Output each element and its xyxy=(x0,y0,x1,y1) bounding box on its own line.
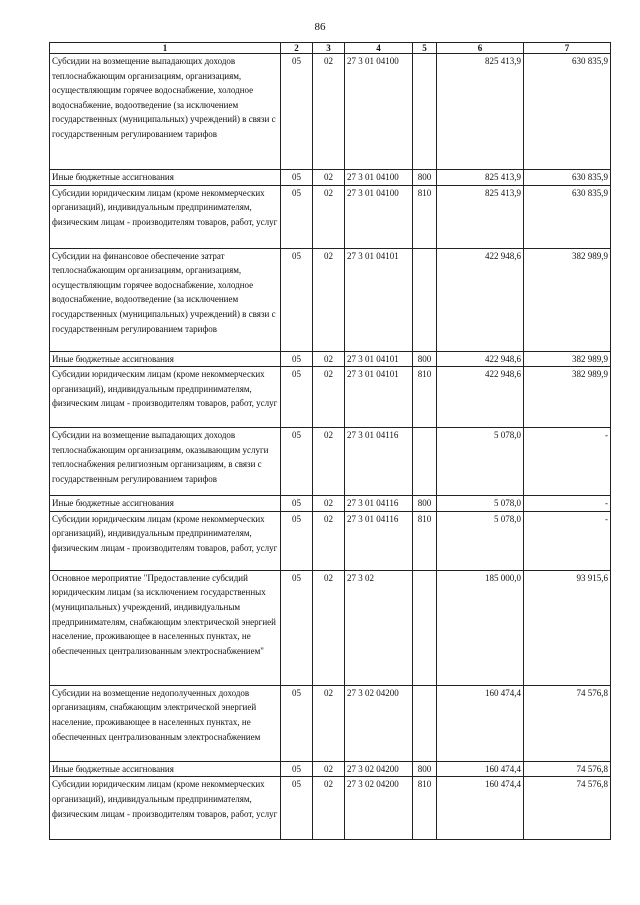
target-article-code: 27 3 02 04200 xyxy=(345,761,413,777)
column-header: 5 xyxy=(413,43,437,54)
expense-type-code: 810 xyxy=(413,777,437,840)
target-article-code: 27 3 01 04100 xyxy=(345,54,413,170)
table-row xyxy=(50,351,611,367)
subsection-code: 02 xyxy=(313,170,345,186)
amount-second-year: 382 989,9 xyxy=(524,248,611,351)
target-article-code: 27 3 01 04101 xyxy=(345,248,413,351)
section-code: 05 xyxy=(281,496,313,512)
subsection-code: 02 xyxy=(313,777,345,840)
expense-type-code: 800 xyxy=(413,496,437,512)
amount-second-year: - xyxy=(524,496,611,512)
target-article-code: 27 3 01 04101 xyxy=(345,367,413,428)
section-code: 05 xyxy=(281,761,313,777)
item-name: Иные бюджетные ассигнования xyxy=(50,496,281,512)
table-row xyxy=(50,170,611,186)
section-code: 05 xyxy=(281,570,313,685)
item-name: Субсидии на финансовое обеспечение затрат теплоснабжающим организациям, организациям, осуществляющим горячее водоснабжение, холодное водоснабжение, водоотведение (за исключением государственных (муниципальных) учреждений) в связи с государственным регулированием тарифов xyxy=(50,248,281,351)
page-number: 86 xyxy=(314,21,326,33)
section-code: 05 xyxy=(281,248,313,351)
amount-first-year: 160 474,4 xyxy=(437,761,524,777)
amount-second-year: 74 576,8 xyxy=(524,777,611,840)
subsection-code: 02 xyxy=(313,185,345,248)
amount-first-year: 160 474,4 xyxy=(437,685,524,761)
expense-type-code: 800 xyxy=(413,761,437,777)
table-row xyxy=(50,367,611,428)
subsection-code: 02 xyxy=(313,570,345,685)
item-name: Субсидии юридическим лицам (кроме некоммерческих организаций), индивидуальным предпринимателям, физическим лицам - производителям товаров, работ, услуг xyxy=(50,777,281,840)
expense-type-code: 810 xyxy=(413,367,437,428)
item-name: Основное мероприятие "Предоставление субсидий юридическим лицам (за исключением государственных (муниципальных) учреждений, индивидуальным предпринимателям, снабжающим электрической энергией население, проживающее в населенных пунктах, не обеспеченных централизованным электроснабжением" xyxy=(50,570,281,685)
expense-type-code: 810 xyxy=(413,185,437,248)
amount-first-year: 422 948,6 xyxy=(437,351,524,367)
subsection-code: 02 xyxy=(313,54,345,170)
amount-first-year: 825 413,9 xyxy=(437,54,524,170)
column-header: 1 xyxy=(50,43,281,54)
item-name: Иные бюджетные ассигнования xyxy=(50,351,281,367)
amount-second-year: 93 915,6 xyxy=(524,570,611,685)
item-name: Субсидии на возмещение выпадающих доходов теплоснабжающим организациям, организациям, осуществляющим горячее водоснабжение, холодное водоснабжение, водоотведение (за исключением государственных (муниципальных) учреждений) в связи с государственным регулированием тарифов xyxy=(50,54,281,170)
item-name: Субсидии на возмещение выпадающих доходов теплоснабжающим организациям, оказывающим услуги теплоснабжения религиозным организациям, в связи с государственным регулированием тарифов xyxy=(50,428,281,496)
table-row xyxy=(50,54,611,170)
target-article-code: 27 3 02 xyxy=(345,570,413,685)
amount-second-year: 630 835,9 xyxy=(524,170,611,186)
table-row xyxy=(50,496,611,512)
target-article-code: 27 3 01 04101 xyxy=(345,351,413,367)
amount-first-year: 422 948,6 xyxy=(437,248,524,351)
column-header: 2 xyxy=(281,43,313,54)
amount-first-year: 185 000,0 xyxy=(437,570,524,685)
expense-type-code: 800 xyxy=(413,351,437,367)
item-name: Субсидии на возмещение недополученных доходов организациям, снабжающим электрической энергией население, проживающее в населенных пунктах, не обеспеченных централизованным электроснабжением xyxy=(50,685,281,761)
column-header: 6 xyxy=(437,43,524,54)
expense-type-code xyxy=(413,248,437,351)
target-article-code: 27 3 02 04200 xyxy=(345,685,413,761)
subsection-code: 02 xyxy=(313,367,345,428)
item-name: Иные бюджетные ассигнования xyxy=(50,761,281,777)
amount-second-year: 74 576,8 xyxy=(524,761,611,777)
table-row xyxy=(50,777,611,840)
subsection-code: 02 xyxy=(313,685,345,761)
target-article-code: 27 3 02 04200 xyxy=(345,777,413,840)
section-code: 05 xyxy=(281,170,313,186)
amount-second-year: 382 989,9 xyxy=(524,351,611,367)
amount-second-year: 74 576,8 xyxy=(524,685,611,761)
amount-first-year: 5 078,0 xyxy=(437,428,524,496)
section-code: 05 xyxy=(281,54,313,170)
item-name: Иные бюджетные ассигнования xyxy=(50,170,281,186)
subsection-code: 02 xyxy=(313,428,345,496)
item-name: Субсидии юридическим лицам (кроме некоммерческих организаций), индивидуальным предпринимателям, физическим лицам - производителям товаров, работ, услуг xyxy=(50,367,281,428)
table-row xyxy=(50,761,611,777)
subsection-code: 02 xyxy=(313,761,345,777)
subsection-code: 02 xyxy=(313,511,345,570)
expense-type-code xyxy=(413,570,437,685)
amount-first-year: 825 413,9 xyxy=(437,170,524,186)
amount-second-year: - xyxy=(524,428,611,496)
section-code: 05 xyxy=(281,428,313,496)
table-row xyxy=(50,685,611,761)
target-article-code: 27 3 01 04100 xyxy=(345,185,413,248)
amount-first-year: 5 078,0 xyxy=(437,511,524,570)
amount-first-year: 422 948,6 xyxy=(437,367,524,428)
amount-second-year: 382 989,9 xyxy=(524,367,611,428)
target-article-code: 27 3 01 04116 xyxy=(345,511,413,570)
section-code: 05 xyxy=(281,185,313,248)
expense-type-code xyxy=(413,54,437,170)
section-code: 05 xyxy=(281,511,313,570)
budget-table xyxy=(49,42,611,840)
section-code: 05 xyxy=(281,367,313,428)
table-row xyxy=(50,570,611,685)
target-article-code: 27 3 01 04116 xyxy=(345,496,413,512)
table-row xyxy=(50,185,611,248)
column-header: 7 xyxy=(524,43,611,54)
section-code: 05 xyxy=(281,777,313,840)
subsection-code: 02 xyxy=(313,351,345,367)
amount-second-year: 630 835,9 xyxy=(524,54,611,170)
item-name: Субсидии юридическим лицам (кроме некоммерческих организаций), индивидуальным предпринимателям, физическим лицам - производителям товаров, работ, услуг xyxy=(50,511,281,570)
expense-type-code: 810 xyxy=(413,511,437,570)
amount-first-year: 160 474,4 xyxy=(437,777,524,840)
expense-type-code: 800 xyxy=(413,170,437,186)
table-row xyxy=(50,428,611,496)
section-code: 05 xyxy=(281,351,313,367)
expense-type-code xyxy=(413,685,437,761)
item-name: Субсидии юридическим лицам (кроме некоммерческих организаций), индивидуальным предпринимателям, физическим лицам - производителям товаров, работ, услуг xyxy=(50,185,281,248)
amount-first-year: 5 078,0 xyxy=(437,496,524,512)
section-code: 05 xyxy=(281,685,313,761)
table-row xyxy=(50,511,611,570)
header-row xyxy=(50,43,611,54)
column-header: 3 xyxy=(313,43,345,54)
subsection-code: 02 xyxy=(313,248,345,351)
amount-second-year: 630 835,9 xyxy=(524,185,611,248)
amount-first-year: 825 413,9 xyxy=(437,185,524,248)
target-article-code: 27 3 01 04116 xyxy=(345,428,413,496)
table-row xyxy=(50,248,611,351)
expense-type-code xyxy=(413,428,437,496)
column-header: 4 xyxy=(345,43,413,54)
target-article-code: 27 3 01 04100 xyxy=(345,170,413,186)
subsection-code: 02 xyxy=(313,496,345,512)
amount-second-year: - xyxy=(524,511,611,570)
